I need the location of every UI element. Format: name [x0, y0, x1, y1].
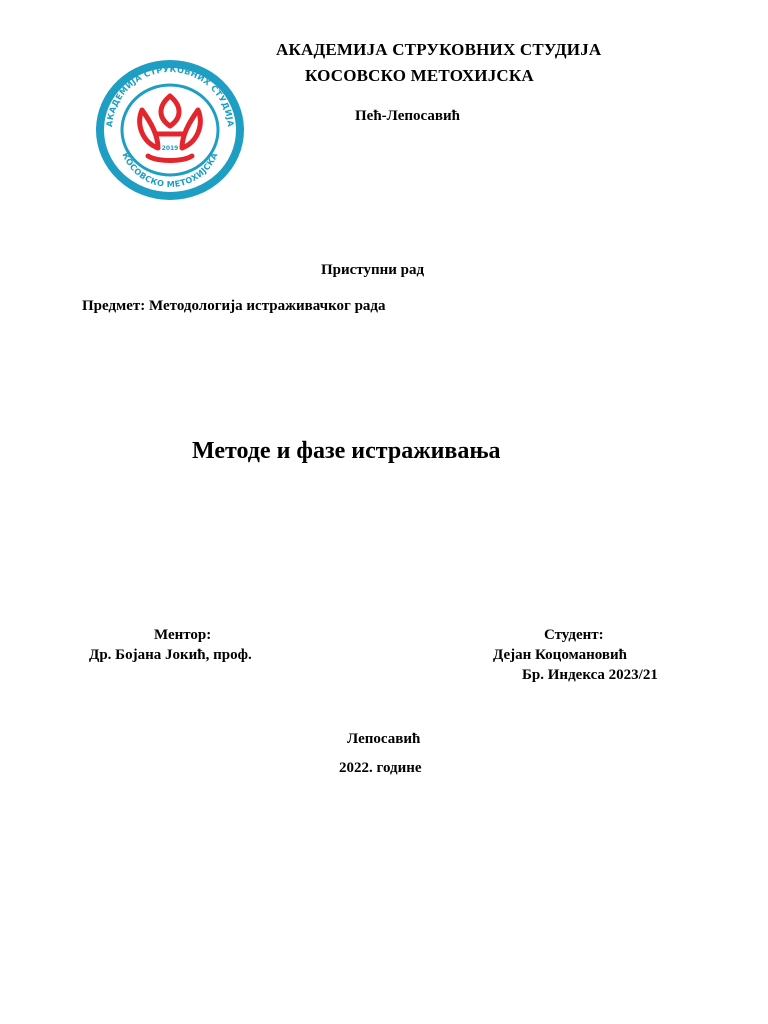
- footer-year: 2022. године: [339, 760, 422, 776]
- student-index: Бр. Индекса 2023/21: [522, 667, 658, 683]
- paper-type: Приступни рад: [321, 262, 425, 278]
- subject-line: Предмет: Методологија истраживачког рада: [82, 298, 386, 314]
- logo-ring-bottom-text: КОСОВСКО МЕТОХИЈСКА: [120, 150, 220, 190]
- student-name: Дејан Коцомановић: [493, 647, 628, 663]
- mentor-label: Ментор:: [154, 627, 212, 643]
- footer-city: Лепосавић: [347, 731, 421, 747]
- institution-name-line1: АКАДЕМИЈА СТРУКОВНИХ СТУДИЈА: [276, 40, 602, 59]
- logo-year: 2019: [161, 145, 179, 152]
- student-label: Студент:: [544, 627, 604, 643]
- mentor-name: Др. Бојана Јокић, проф.: [89, 647, 252, 663]
- paper-title: Методе и фазе истраживања: [192, 438, 501, 464]
- logo-ring-top-text: АКАДЕМИЈА СТРУКОВНИХ СТУДИЈА: [104, 63, 236, 128]
- institution-name-line2: КОСОВСКО МЕТОХИЈСКА: [305, 66, 534, 85]
- institution-location: Пећ-Лепосавић: [355, 108, 460, 124]
- academy-logo: [92, 52, 248, 200]
